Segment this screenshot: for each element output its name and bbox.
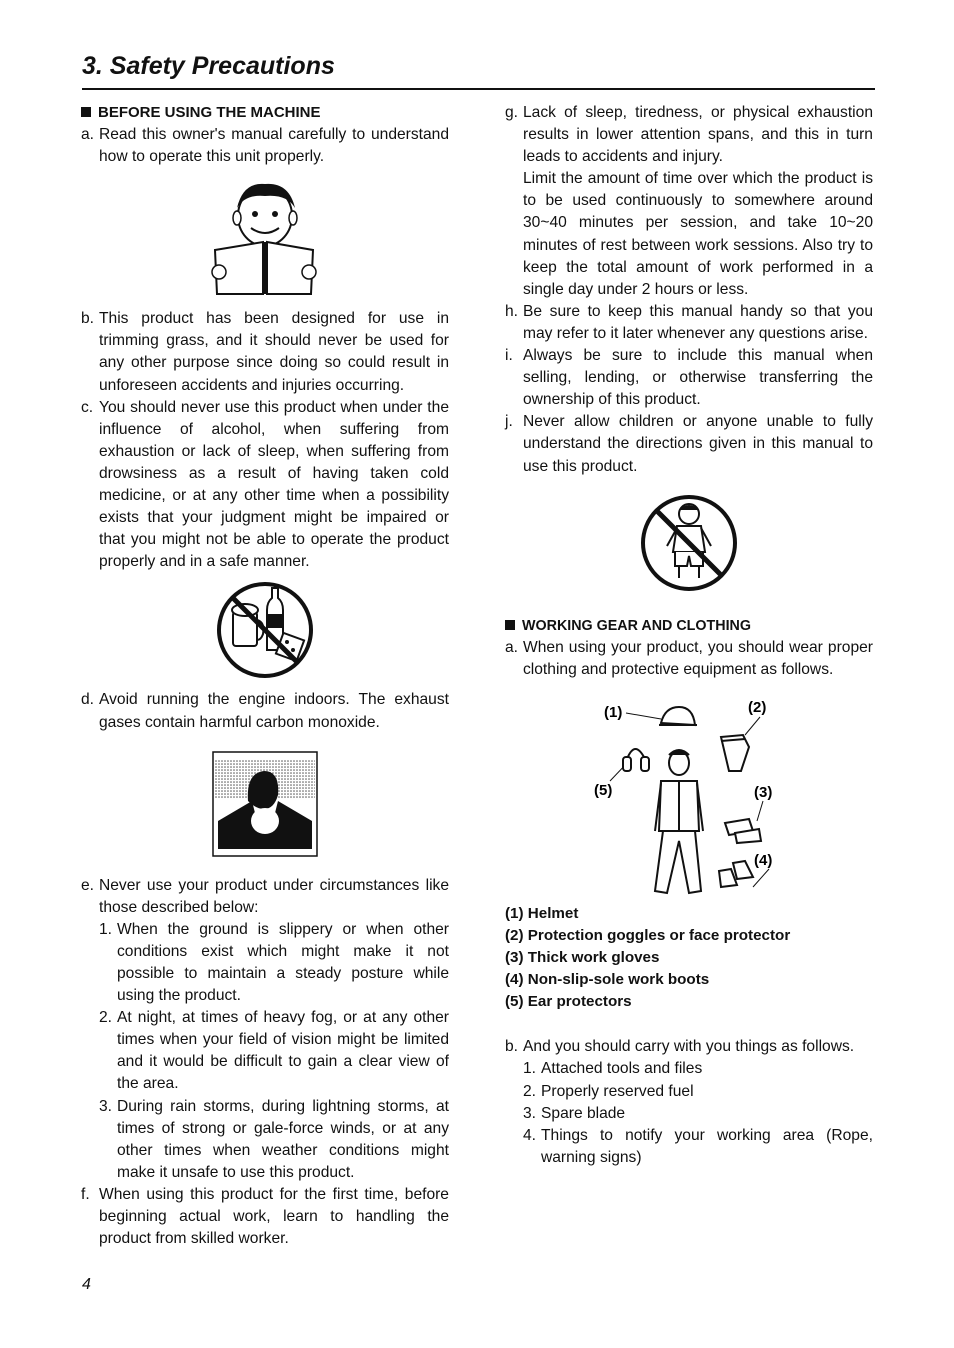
list-item-gear-b2: 2. Properly reserved fuel xyxy=(523,1082,694,1100)
gear-part-face-protector: (2) Protection goggles or face protector xyxy=(505,926,791,944)
list-item-j: j. Never allow children or anyone unable to fully understand the directions given in this manual to use this product. xyxy=(505,413,873,475)
no-children-icon xyxy=(639,492,739,594)
list-item-c: c. You should never use this product when under the influence of alcohol, when suffering from exhaustion or lack of sleep, when suffering from drowsiness as a result of having taken cold medicine, or at any other time when a possibility exists that your judgment might be impaired or that you might not be able to operate the product properly and in a safe manner. xyxy=(81,398,449,571)
list-item-gear-b1: 1. Attached tools and files xyxy=(523,1060,703,1078)
face-protector-icon xyxy=(721,735,749,771)
list-item-e3: 3. During rain storms, during lightning storms, at times of strong or gale-force winds, or at any other times when weather conditions might make it unsafe to use this product. xyxy=(99,1097,449,1181)
gear-part-gloves: (3) Thick work gloves xyxy=(505,949,660,967)
callout-1: (1) xyxy=(604,703,623,721)
list-item-a: a. Read this owner's manual carefully to understand how to operate this unit properly. xyxy=(81,126,449,166)
list-item-d: d. Avoid running the engine indoors. The exhaust gases contain harmful carbon monoxide. xyxy=(81,691,449,731)
right-column xyxy=(505,102,873,1169)
ear-protector-icon xyxy=(623,749,649,771)
list-item-g-continued: Limit the amount of time over which the product is to be used continuously to somewhere around 30~40 minutes per session, and take 10~20 minutes of rest between work sessions. Also try to keep the total amount of work performed in a single day under 2 hours or less. xyxy=(523,170,873,298)
list-item-gear-b4: 4. Things to notify your working area (Rope, warning signs) xyxy=(523,1126,873,1166)
title-rule xyxy=(82,88,875,90)
square-bullet-icon xyxy=(81,107,91,117)
exhaust-gas-warning-icon xyxy=(212,751,318,857)
protective-gear-diagram xyxy=(505,681,873,903)
gear-part-ear-protectors: (5) Ear protectors xyxy=(505,993,632,1011)
page-title: 3. Safety Precautions xyxy=(82,52,335,80)
list-item-h: h. Be sure to keep this manual handy so that you may refer to it later whenever any questions arise. xyxy=(505,302,873,342)
work-gloves-icon xyxy=(725,819,761,843)
callout-3: (3) xyxy=(754,783,773,801)
callout-2: (2) xyxy=(748,698,767,716)
helmet-icon xyxy=(659,707,697,725)
list-item-e2: 2. At night, at times of heavy fog, or at any other times when your field of vision might be limited and it would be difficult to gain a clear view of the area. xyxy=(99,1009,449,1093)
list-item-gear-a: a. When using your product, you should wear proper clothing and protective equipment as follows. xyxy=(505,638,873,678)
no-alcohol-medicine-icon xyxy=(215,580,315,680)
gear-part-helmet: (1) Helmet xyxy=(505,904,579,922)
list-item-i: i. Always be sure to include this manual when selling, lending, or otherwise transferring the ownership of this product. xyxy=(505,347,873,409)
list-item-e1: 1. When the ground is slippery or when other conditions exist which might make it not possible to maintain a steady posture while using the product. xyxy=(99,920,449,1005)
section-heading-working-gear: WORKING GEAR AND CLOTHING xyxy=(505,615,873,637)
square-bullet-icon xyxy=(505,620,515,630)
list-item-g: g. Lack of sleep, tiredness, or physical exhaustion results in lower attention spans, and this in turn leads to accidents and injury. xyxy=(505,104,873,166)
list-item-b: b. This product has been designed for use in trimming grass, and it should never be used for any other purpose since doing so could result in unforeseen accidents and injuries occurring. xyxy=(81,310,449,394)
work-boots-icon xyxy=(719,861,753,887)
list-item-e: e. Never use your product under circumstances like those described below: xyxy=(81,876,449,916)
callout-4: (4) xyxy=(754,851,773,869)
callout-5: (5) xyxy=(594,781,613,799)
reading-manual-icon xyxy=(205,176,325,300)
section-heading-before-using: BEFORE USING THE MACHINE xyxy=(81,102,449,124)
worker-figure-icon xyxy=(655,750,703,893)
page-number: 4 xyxy=(82,1276,91,1293)
left-column xyxy=(81,102,449,1250)
gear-part-boots: (4) Non-slip-sole work boots xyxy=(505,971,710,989)
list-item-f: f. When using this product for the first time, before beginning actual work, learn to handling the product from skilled worker. xyxy=(81,1185,449,1248)
list-item-gear-b3: 3. Spare blade xyxy=(523,1104,626,1122)
list-item-gear-b: b. And you should carry with you things as follows. xyxy=(505,1038,855,1056)
gear-parts-list xyxy=(505,903,873,1013)
